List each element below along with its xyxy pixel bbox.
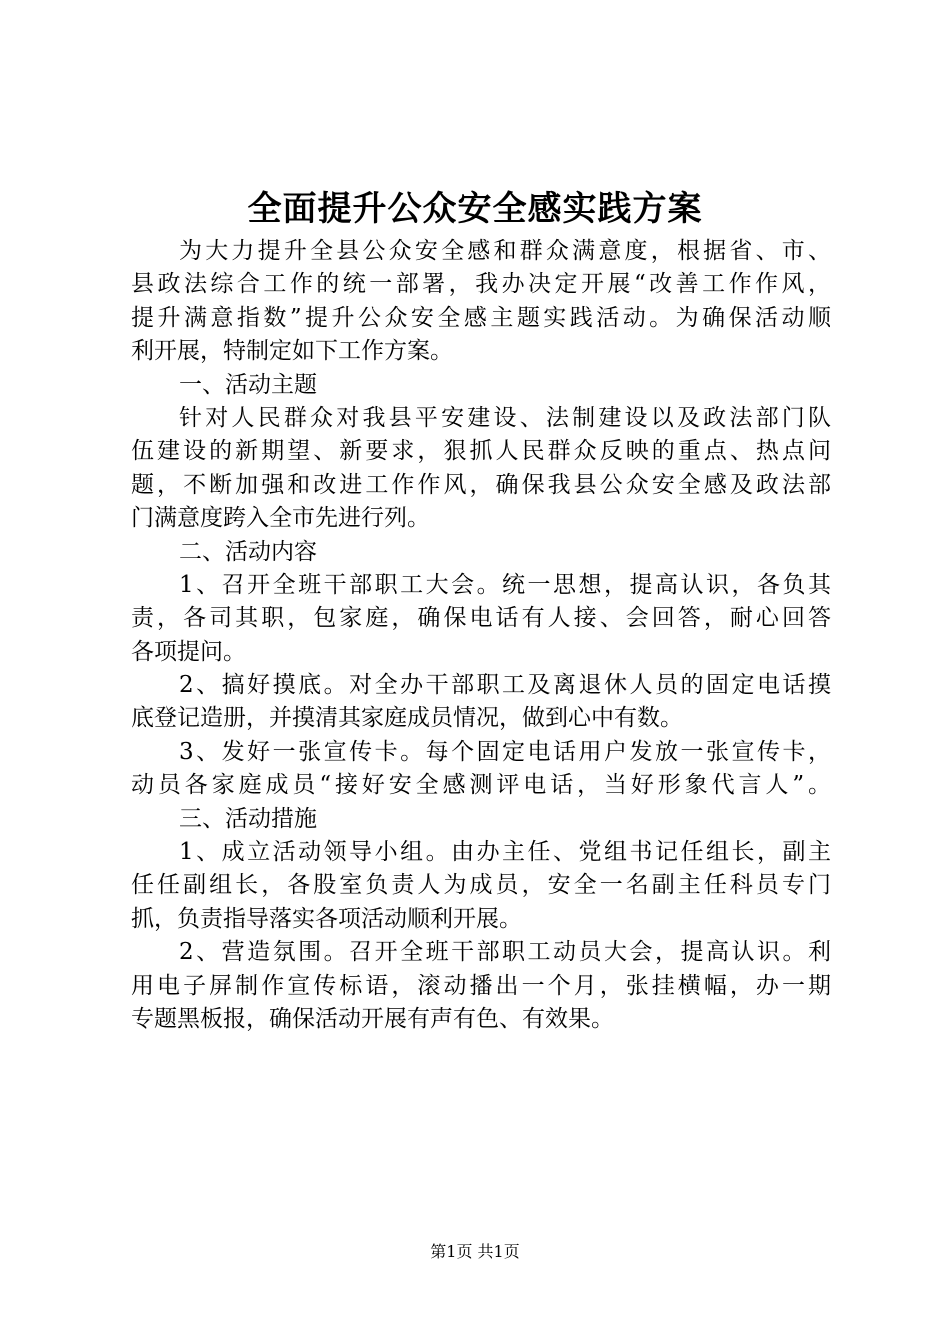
paragraph-line: 抓，负责指导落实各项活动顺利开展。 xyxy=(131,905,522,932)
section-heading: 二、活动内容 xyxy=(179,538,317,565)
section-heading: 三、活动措施 xyxy=(179,805,317,832)
paragraph-line: 任任副组长，各股室负责人为成员，安全一名副主任科员专门 xyxy=(131,872,831,899)
paragraph-line: 县政法综合工作的统一部署，我办决定开展“改善工作作风， xyxy=(131,271,831,298)
paragraph-line: 2、营造氛围。召开全班干部职工动员大会，提高认识。利 xyxy=(179,939,831,966)
paragraph-line: 2、搞好摸底。对全办干部职工及离退休人员的固定电话摸 xyxy=(179,672,831,699)
paragraph-line: 提升满意指数”提升公众安全感主题实践活动。为确保活动顺 xyxy=(131,304,831,331)
paragraph-line: 针对人民群众对我县平安建设、法制建设以及政法部门队 xyxy=(179,404,831,431)
paragraph-line: 为大力提升全县公众安全感和群众满意度，根据省、市、 xyxy=(179,238,831,264)
document-title: 全面提升公众安全感实践方案 xyxy=(247,189,703,229)
section-heading: 一、活动主题 xyxy=(179,371,317,398)
document-body xyxy=(131,235,831,1036)
paragraph-line: 各项提问。 xyxy=(131,638,246,665)
paragraph-line: 1、召开全班干部职工大会。统一思想，提高认识，各负其 xyxy=(179,571,831,598)
paragraph-line: 1、成立活动领导小组。由办主任、党组书记任组长，副主 xyxy=(179,839,831,866)
paragraph-line: 门满意度跨入全市先进行列。 xyxy=(131,505,430,532)
paragraph-line: 底登记造册，并摸清其家庭成员情况，做到心中有数。 xyxy=(131,705,683,732)
paragraph-line: 动员各家庭成员“接好安全感测评电话，当好形象代言人”。 xyxy=(131,772,831,799)
paragraph-line: 责，各司其职，包家庭，确保电话有人接、会回答，耐心回答 xyxy=(131,605,831,632)
paragraph-line: 伍建设的新期望、新要求，狠抓人民群众反映的重点、热点问 xyxy=(131,438,831,465)
paragraph-line: 题，不断加强和改进工作作风，确保我县公众安全感及政法部 xyxy=(131,471,831,498)
paragraph-line: 用电子屏制作宣传标语，滚动播出一个月，张挂横幅，办一期 xyxy=(131,972,831,999)
paragraph-line: 3、发好一张宣传卡。每个固定电话用户发放一张宣传卡， xyxy=(179,738,831,765)
page-footer: 第1页 共1页 xyxy=(430,1242,520,1261)
paragraph-line: 利开展，特制定如下工作方案。 xyxy=(131,338,453,365)
paragraph-line: 专题黑板报，确保活动开展有声有色、有效果。 xyxy=(131,1005,614,1032)
